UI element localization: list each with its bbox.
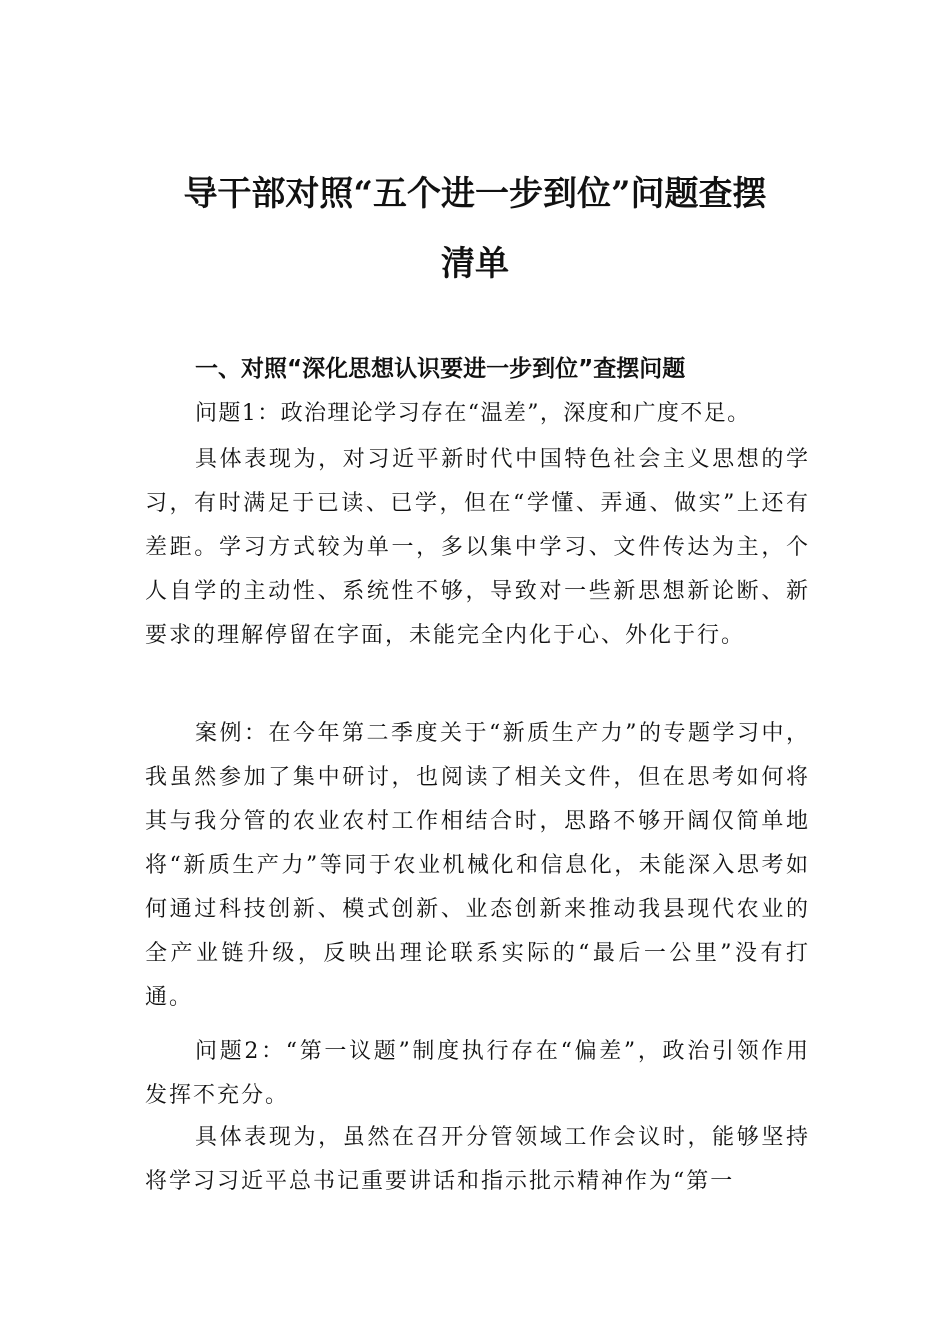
paragraph-problem-1-details: 具体表现为，对习近平新时代中国特色社会主义思想的学习，有时满足于已读、已学，但在“学懂、弄通、做实”上还有差距。学习方式较为单一，多以集中学习、文件传达为主，个人自学的主动性、系统性不够，导致对一些新思想新论断、新要求的理解停留在字面，未能完全内化于心、外化于行。 <box>145 447 810 648</box>
paragraph-case: 案例：在今年第二季度关于“新质生产力”的专题学习中，我虽然参加了集中研讨，也阅读了相关文件，但在思考如何将其与我分管的农业农村工作相结合时，思路不够开阔仅简单地将“新质生产力”等同于农业机械化和信息化，未能深入思考如何通过科技创新、模式创新、业态创新来推动我县现代农业的全产业链升级，反映出理论联系实际的“最后一公里”没有打通。 <box>145 721 810 1010</box>
paragraph-problem-2: 问题2：“第一议题”制度执行存在“偏差”，政治引领作用发挥不充分。 <box>145 1039 810 1108</box>
paragraph-problem-2-details: 具体表现为，虽然在召开分管领域工作会议时，能够坚持将学习习近平总书记重要讲话和指示批示精神作为“第一 <box>145 1125 810 1194</box>
paragraph-problem-1: 问题1：政治理论学习存在“温差”，深度和广度不足。 <box>195 401 751 426</box>
document-title-line-2: 清单 <box>441 244 509 284</box>
section-heading-1: 一、对照“深化思想认识要进一步到位”查摆问题 <box>195 356 686 382</box>
document-title-line-1: 导干部对照“五个进一步到位”问题查摆 <box>183 174 767 214</box>
